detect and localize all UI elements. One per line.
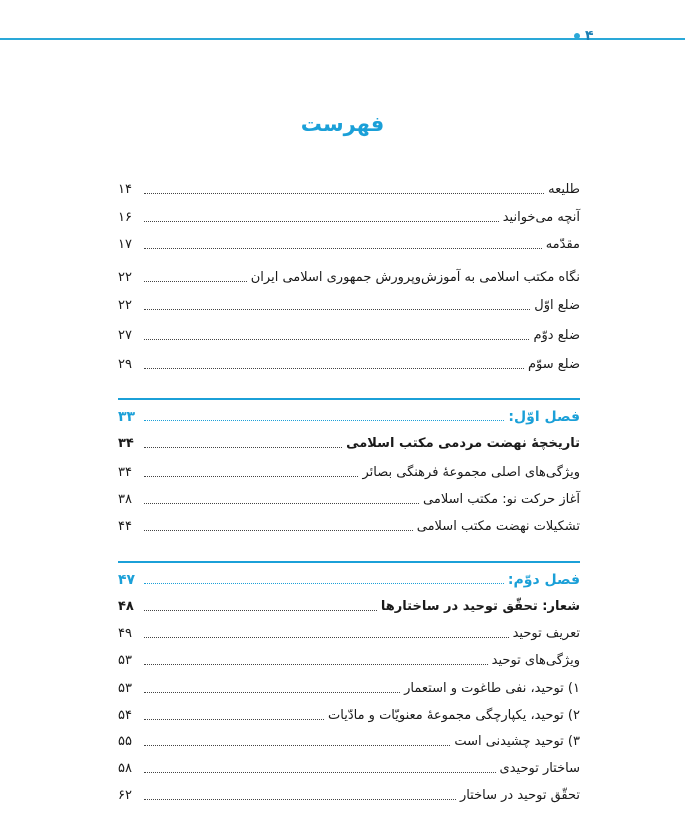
toc-entry[interactable] [118, 202, 580, 226]
toc-entry-page: ۵۳ [118, 653, 132, 668]
toc-entry[interactable] [118, 673, 580, 697]
bullet-dot-icon [574, 33, 580, 39]
dot-leader [144, 583, 504, 584]
toc-entry-page: ۵۵ [118, 734, 132, 749]
toc-entry-label: ۳) توحید چشیدنی است [454, 734, 580, 749]
chapter-label: فصل اوّل: [508, 409, 580, 425]
toc-entry-page: ۲۹ [118, 357, 132, 372]
toc-entry[interactable] [118, 457, 580, 481]
page-title: فهرست [300, 112, 385, 136]
toc-entry[interactable] [118, 484, 580, 508]
toc-entry-label: ۱) توحید، نفی طاغوت و استعمار [404, 681, 580, 696]
toc-entry-label: ویژگی‌های توحید [491, 653, 580, 668]
dot-leader [144, 503, 419, 504]
toc-entry-page: ۳۴ [118, 436, 134, 451]
toc-entry-label: تحقّق توحید در ساختار [459, 788, 580, 803]
page-number: ۴ [585, 28, 594, 44]
dot-leader [144, 339, 529, 340]
dot-leader [144, 637, 509, 638]
toc-entry[interactable] [118, 349, 580, 373]
dot-leader [144, 530, 413, 531]
chapter-page: ۴۷ [118, 572, 136, 588]
chapter-page: ۳۳ [118, 409, 136, 425]
toc-entry-page: ۴۴ [118, 519, 132, 534]
chapter-divider [118, 398, 580, 400]
toc-entry-label: طلیعه [548, 182, 580, 197]
toc-entry-page: ۵۳ [118, 681, 132, 696]
toc-entry-label: تعریف توحید [512, 626, 580, 641]
toc-entry[interactable] [118, 618, 580, 642]
toc-entry-page: ۱۶ [118, 210, 132, 225]
toc-entry[interactable] [118, 229, 580, 253]
dot-leader [144, 193, 544, 194]
toc-entry-page: ۵۸ [118, 761, 132, 776]
toc-entry-label: آنچه می‌خوانید [502, 210, 580, 225]
dot-leader [144, 248, 542, 249]
toc-entry[interactable] [118, 780, 580, 804]
dot-leader [144, 221, 499, 222]
toc-entry[interactable] [118, 262, 580, 286]
toc-entry-label: ضلع سوّم [527, 357, 580, 372]
dot-leader [144, 610, 377, 611]
toc-entry[interactable] [118, 290, 580, 314]
toc-entry-page: ۶۲ [118, 788, 132, 803]
chapter-heading[interactable] [118, 564, 580, 588]
toc-entry[interactable] [118, 753, 580, 777]
toc-entry-label: ۲) توحید، یکپارچگی مجموعۀ معنویّات و مادّیات [328, 708, 580, 723]
toc-entry-label: ضلع اوّل [534, 298, 580, 313]
dot-leader [144, 476, 358, 477]
toc-entry-label: ضلع دوّم [533, 328, 580, 343]
chapter-heading[interactable] [118, 401, 580, 425]
dot-leader [144, 368, 524, 369]
toc-entry[interactable] [118, 645, 580, 669]
toc-entry-label: آغاز حرکت نو: مکتب اسلامی [423, 492, 580, 507]
toc-entry-page: ۱۷ [118, 237, 132, 252]
toc-entry-page: ۳۸ [118, 492, 132, 507]
dot-leader [144, 772, 496, 773]
toc-entry[interactable] [118, 700, 580, 724]
toc-entry[interactable] [118, 511, 580, 535]
dot-leader [144, 309, 530, 310]
dot-leader [144, 281, 247, 282]
dot-leader [144, 692, 400, 693]
toc-entry-page: ۲۲ [118, 270, 132, 285]
toc-entry[interactable] [118, 726, 580, 750]
toc-entry-page: ۴۹ [118, 626, 132, 641]
dot-leader [144, 719, 324, 720]
chapter-divider [118, 561, 580, 563]
toc-entry-label: مقدّمه [545, 237, 580, 252]
toc-entry[interactable] [118, 428, 580, 452]
chapter-label: فصل دوّم: [507, 572, 580, 588]
dot-leader [144, 447, 342, 448]
dot-leader [144, 799, 456, 800]
toc-entry-page: ۵۴ [118, 708, 132, 723]
toc-entry[interactable] [118, 174, 580, 198]
toc-entry-label: تشکیلات نهضت مکتب اسلامی [416, 519, 580, 534]
dot-leader [144, 745, 450, 746]
dot-leader [144, 420, 504, 421]
toc-entry-page: ۱۴ [118, 182, 132, 197]
toc-entry-page: ۳۴ [118, 465, 132, 480]
page-header [574, 28, 594, 44]
toc-entry-page: ۲۲ [118, 298, 132, 313]
toc-entry-page: ۲۷ [118, 328, 132, 343]
toc-entry-label: تاریخچۀ نهضت مردمی مکتب اسلامی [346, 436, 580, 451]
toc-entry[interactable] [118, 320, 580, 344]
toc-entry-label: شعار: تحقّق توحید در ساختارها [380, 599, 580, 614]
toc-entry-label: ساختار توحیدی [499, 761, 580, 776]
toc-entry-label: ویژگی‌های اصلی مجموعۀ فرهنگی بصائر [362, 465, 580, 480]
toc-entry-page: ۴۸ [118, 599, 134, 614]
toc-entry[interactable] [118, 591, 580, 615]
dot-leader [144, 664, 488, 665]
toc-entry-label: نگاه مکتب اسلامی به آموزش‌وپرورش جمهوری اسلامی ایران [250, 270, 580, 285]
